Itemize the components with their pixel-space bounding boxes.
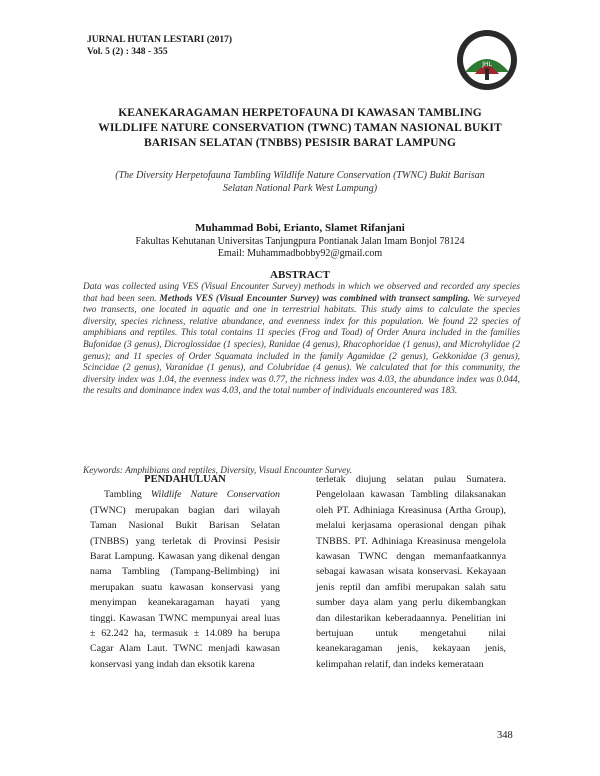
intro-text-a: Tambling: [104, 489, 151, 501]
paper-title: [60, 106, 540, 151]
journal-header: [87, 34, 232, 58]
logo-trunk: [485, 68, 489, 80]
page-number: 348: [497, 730, 513, 741]
section-heading: PENDAHULUAN: [144, 474, 226, 485]
subtitle-line-2: Selatan National Park West Lampung): [222, 183, 378, 194]
abstract-text-2: We surveyed two transects, one located in aquatic and one in terrestrial habitats. This study aims to calculate the species diversity, species richness, relative abundance, and evenness index for this population. We found 22 species of amphibians and reptiles. This total contains 11 species (Frog and Toad) of Order Anura included in the families Bufonidae (3 genus), Dicroglossidae (1 species), Ranidae (4 genus), Rhacophoridae (1 genus), and Microhylidae (2 genus); and 11 species of Order Squamata included in the family Agamidae (2 genus), Gekkonidae (3 genus), Scincidae (2 genus), Varanidae (1 genus), and Colubridae (4 genus). We calculated that for this community, the diversity index was 1.04, the evenness index was 0.77, the richness index was 4.03, the abundance index was 0.044, the results and dominance index was 4.03, and the total number of individuals encountered was 183.: [83, 293, 520, 397]
subtitle-line-1: (The Diversity Herpetofauna Tambling Wildlife Nature Conservation (TWNC) Bukit Barisan: [115, 170, 485, 181]
intro-text-b: (TWNC) merupakan bagian dari wilayah Taman Nasional Bukit Barisan Selatan (TNBBS) yang terletak di Provinsi Pesisir Barat Lampung. Kawasan yang dikenal dengan nama Tambling (Tampang-Belimbing) ini merupakan suatu kawasan konservasi yang menyimpan keanekaragaman hayati yang tinggi. Kawasan TWNC mempunyai areal luas ± 62.242 ha, termasuk ± 14.089 ha berupa Cagar Alam Laut. TWNC menjadi kawasan konservasi yang indah dan eksotik karena: [90, 504, 280, 670]
abstract-method: Methods VES (Visual Encounter Survey) was combined with transect sampling.: [159, 293, 471, 304]
author-email: Email: Muhammadbobby92@gmail.com: [217, 248, 383, 259]
abstract-heading: ABSTRACT: [270, 269, 330, 281]
journal-logo: [455, 28, 519, 92]
intro-continued: terletak diujung selatan pulau Sumatera. Pengelolaan kawasan Tambling dilaksanakan oleh PT. Adhiniaga Kreasinusa (Artha Group), melalui kerjasama operasional dengan pihak TNBBS. PT. Adhiniaga Kreasinusa mengelola kawasan TWNC dengan memanfaatkannya sebagai kawasan wisata konservasi. Kekayaan jenis reptil dan amfibi merupakan salah satu sumber daya alam yang perlu dikembangkan dan dilestarikan keberadaannya. Penelitian ini bertujuan untuk mengetahui nilai keanekaragaman jenis, kekayaan jenis, kelimpahan relatif, dan indeks kemerataan: [316, 474, 506, 670]
intro-emphasis: Wildlife Nature Conservation: [150, 489, 280, 501]
journal-name: JURNAL HUTAN LESTARI (2017): [87, 35, 233, 45]
title-line-3: BARISAN SELATAN (TNBBS) PESISIR BARAT LAMPUNG: [144, 137, 456, 149]
title-line-2: WILDLIFE NATURE CONSERVATION (TWNC) TAMAN NASIONAL BUKIT: [98, 122, 502, 134]
abstract-text-1: Data was collected using VES (Visual Encounter Survey) methods in which we observed and recorded any species that had been seen.: [83, 282, 520, 304]
right-column: [316, 472, 506, 672]
intro-paragraph: [90, 487, 280, 672]
logo-text: JHL: [482, 61, 492, 68]
journal-volume: Vol. 5 (2) : 348 - 355: [87, 47, 168, 57]
left-column: [90, 472, 280, 672]
authors: Muhammad Bobi, Erianto, Slamet Rifanjani: [195, 222, 405, 234]
keywords: Keywords: Amphibians and reptiles, Diversity, Visual Encounter Survey.: [83, 466, 353, 476]
english-title: [80, 169, 520, 195]
affiliation: Fakultas Kehutanan Universitas Tanjungpura Pontianak Jalan Imam Bonjol 78124: [135, 236, 465, 247]
title-line-1: KEANEKARAGAMAN HERPETOFAUNA DI KAWASAN TAMBLING: [118, 107, 482, 119]
abstract-body: [83, 282, 520, 398]
